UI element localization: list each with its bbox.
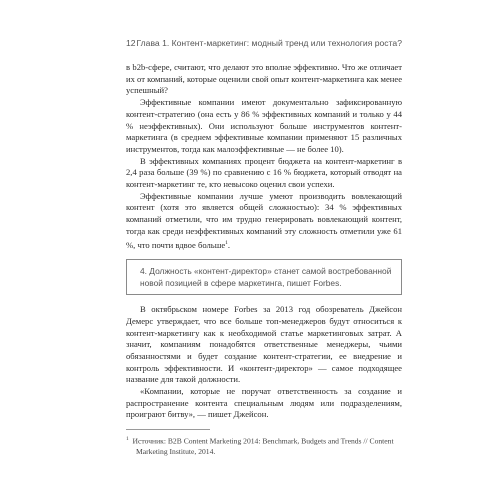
chapter-title: Глава 1. Контент-маркетинг: модный тренд или технология роста? — [136, 38, 402, 48]
footnote-reference[interactable]: 1 — [225, 239, 228, 246]
footnote-divider — [126, 429, 210, 430]
paragraph: В октябрьском номере Forbes за 2013 год обозреватель Джейсон Демерс утверждает, что все больше топ-менеджеров будут относиться к контент-маркетингу как к необходимой статье маркетинговых затрат. А значит, компаниям понадобятся ответственные менеджеры, чьими обязанностями и будет создание контент-стратегии, ее внедрение и контроль эффективности. И «контент-директор» — самое подходящее название для такой должности. — [126, 304, 402, 385]
callout-text: 4. Должность «контент-директор» станет самой востребованной новой позицией в сфере маркетинга, пишет Forbes. — [140, 266, 392, 289]
paragraph: «Компании, которые не поручат ответственность за создание и распространение контента специальным людям или подразделениям, проиграют битву», — пишет Джейсон. — [126, 386, 402, 420]
footnote — [126, 434, 402, 458]
paragraph: в b2b-сфере, считают, что делают это вполне эффективно. Что же отличает их от компаний, которые оценили свой опыт контент-маркетинга как менее успешный? — [126, 62, 403, 96]
paragraph: В эффективных компаниях процент бюджета на контент-маркетинг в 2,4 раза больше (39 %) по сравнению с 16 % бюджета, который отводят на контент-маркетинг те, кто невысоко оценил свои успехи. — [126, 155, 402, 190]
paragraph: Эффективные компании лучше умеют производить вовлекающий контент (хотя это является общей сложностью): 34 % эффективных компаний отметили, что им трудно генерировать вовлекающий контент, тогда как среди неэффективных компаний эту сложность отметили уже 61 %, что почти вдвое больше$^1$. — [126, 190, 402, 250]
body-text — [126, 62, 402, 458]
paragraph: Эффективные компании имеют документально зафиксированную контент-стратегию (она есть у 86 % эффективных компаний и только у 44 % неэффективных). Они используют больше инструментов контент-маркетинга (в среднем эффективные компании применяют 15 различных инструментов, тогда как малоэффективные — не более 10). — [126, 97, 402, 154]
running-header — [126, 38, 402, 52]
footnote-number: 1 — [126, 436, 129, 443]
page-number: 12 — [126, 38, 136, 48]
paragraph-text: Эффективные компании лучше умеют производить вовлекающий контент (хотя это является общей сложностью): 34 % эффективных компаний отметили, что им трудно генерировать вовлекающий контент, тогда как среди неэффективных компаний эту сложность отметили уже 61 %, что почти вдвое больше — [126, 190, 402, 250]
callout-box — [126, 259, 402, 295]
footnote-text: Источник: B2B Content Marketing 2014: Benchmark, Budgets and Trends // Content Marketing Institute, 2014. — [132, 436, 394, 457]
